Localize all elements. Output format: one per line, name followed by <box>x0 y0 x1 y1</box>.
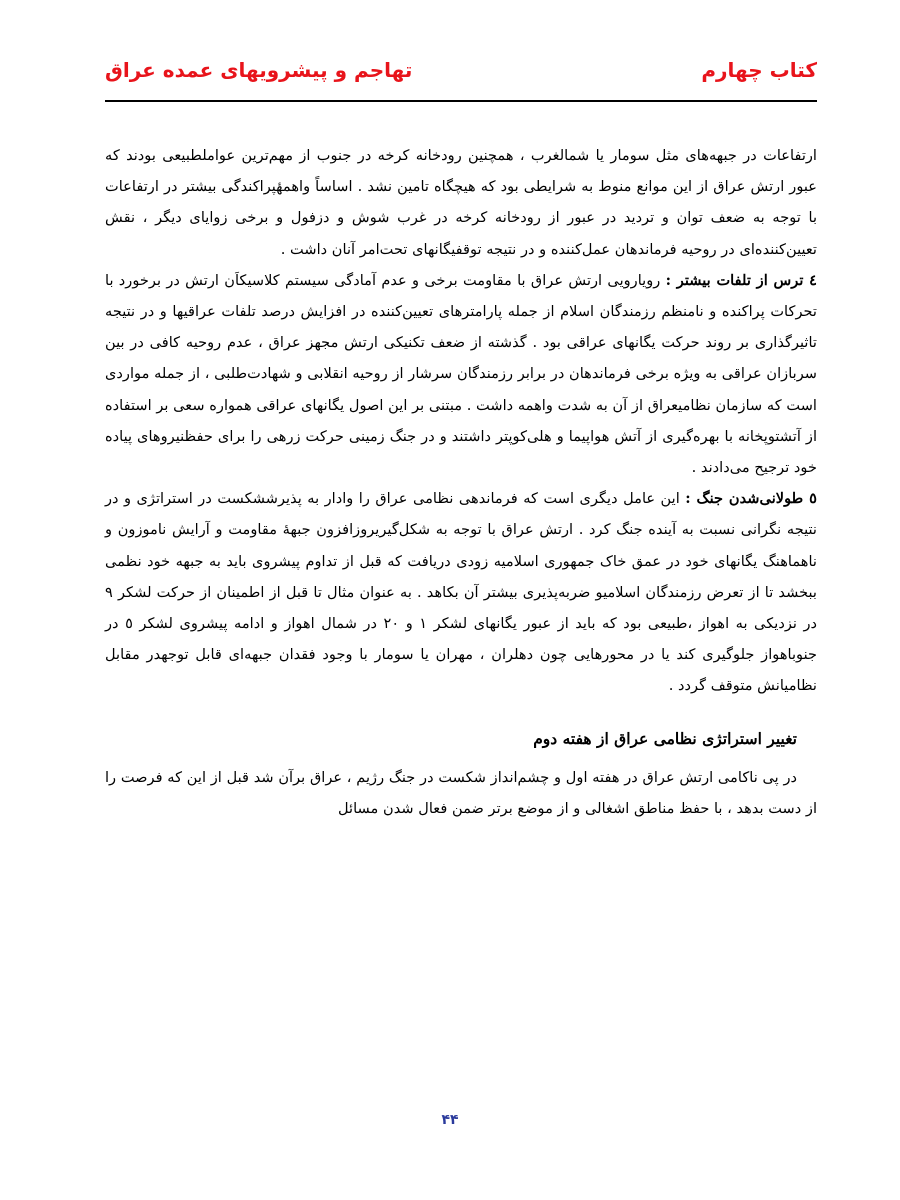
running-header <box>105 58 817 88</box>
main-text <box>105 140 817 824</box>
header-divider <box>105 100 817 102</box>
paragraph-item-5 <box>105 483 817 701</box>
paragraph-item-4 <box>105 265 817 483</box>
chapter-title: تهاجم و پیشرویهای عمده عراق <box>105 58 413 82</box>
book-label: کتاب چهارم <box>701 58 817 82</box>
item-4-text: رویارویی ارتش عراق با مقاومت برخی و عدم آمادگی سیستم کلاسیکاَن ارتش در برخورد با تحرکات پراکنده و نامنظم رزمندگان اسلام از جمله پارامترهای تعیین‌کننده در افزایش درصد تلفات عراقیها و در نتیجه تاثیرگذاری بر روند حرکت یگانهای عراقی بود . گذشته از ضعف تکنیکی ارتش مجهز عراق ، عدم روحیه کافی در بین سربازان عراقی به ویژه برخی فرماندهان در برابر رزمندگان سرشار از روحیه انقلابی و شهادت‌طلبی ، از جمله مواردی است که سازمان نظامیعراق از آن به شدت واهمه داشت . مبتنی بر این اصول یگانهای عراقی همواره سعی بر استفاده از آتشتوپخانه با بهره‌گیری از آتش هواپیما و هلی‌کوپتر داشتند و در جنگ زمینی حرکت زرهی را برای حفظنیروهای پیاده خود ترجیح می‌دادند . <box>105 271 817 477</box>
item-5-heading: ٥ طولانی‌شدن جنگ : <box>685 490 817 508</box>
item-4-heading: ٤ ترس از تلفات بیشتر : <box>665 271 817 289</box>
paragraph-final: در پی ناکامی ارتش عراق در هفته اول و چشم‌انداز شکست در جنگ رژیم ، عراق برآن شد قبل از این که فرصت را از دست بدهد ، با حفظ مناطق اشغالی و از موضع برتر ضمن فعال شدن مسائل <box>105 768 817 817</box>
page-number: ۴۴ <box>441 1112 459 1128</box>
item-5-text: این عامل دیگری است که فرماندهی نظامی عراق را وادار به پذیرششکست در استراتژی و در نتیجه نگرانی نسبت به آینده جنگ کرد . ارتش عراق با توجه به شکل‌گیریروزافزون جبههٔ مقاومت و آرایش ناموزون و ناهماهنگ یگانهای خود در عمق خاک جمهوری اسلامیه زودی دریافت که قبل از تداوم پیشروی باید به جبهه خود نظمی ببخشد تا از تعرض رزمندگان اسلامیو ضربه‌پذیری بیشتر آن بکاهد . به عنوان مثال تا قبل از اطمینان از حرکت لشکر ٩ در نزدیکی به اهواز ،طبیعی بود که باید از عبور یگانهای لشکر ١ و ٢٠ در شمال اهواز و ادامه پیشروی لشکر ٥ در جنوباهواز جلوگیری کند یا در محورهایی چون دهلران ، مهران یا سومار با وجود فقدان جبهه‌ای قابل توجهدر مقابل نظامیانش متوقف گردد . <box>105 490 817 695</box>
paragraph-intro: ارتفاعات در جبهه‌های مثل سومار یا شمالغرب ، همچنین رودخانه کرخه در جنوب از مهم‌ترین عواملطبیعی بودند که عبور ارتش عراق از این موانع منوط به شرایطی بود که هیچگاه تامین نشد . اساساً واهمهٔپراکندگی بیشتر در ارتفاعات با توجه به ضعف توان و تردید در عبور از رودخانه کرخه در غرب شوش و دزفول و برخی زوایای دیگر ، نقش تعیین‌کننده‌ای در روحیه فرماندهان عمل‌کننده و در نتیجه توقفیگانهای تحت‌امر آنان داشت . <box>105 147 817 258</box>
section-heading: تغییر استراتژی نظامی عراق از هفته دوم <box>533 728 797 748</box>
